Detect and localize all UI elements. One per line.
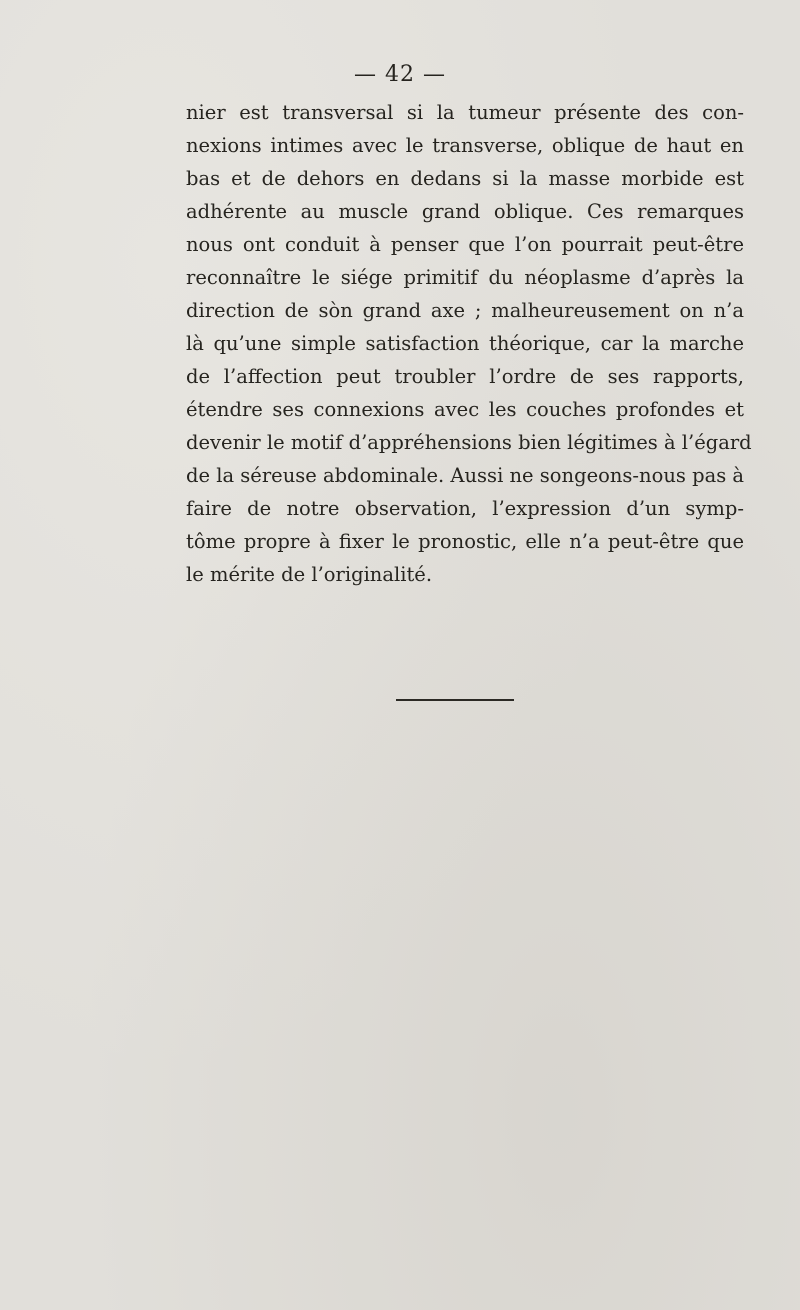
page-number: — 42 — [354,62,446,87]
text-line: étendre ses connexions avec les couches profondes et [186,398,744,421]
text-line: bas et de dehors en dedans si la masse morbide est [186,167,744,190]
text-line: adhérente au muscle grand oblique. Ces remarques [186,200,744,223]
text-line: de la séreuse abdominale. Aussi ne songeons-nous pas à [186,464,745,487]
text-line: de l’affection peut troubler l’ordre de ses rapports, [186,365,744,388]
text-line: devenir le motif d’appréhensions bien légitimes à l’égard [186,431,752,454]
text-line: nous ont conduit à penser que l’on pourrait peut-être [186,233,744,256]
text-line-final: le mérite de l’originalité. [186,563,433,586]
text-line: tôme propre à fixer le pronostic, elle n’a peut-être que [186,530,744,553]
text-line: nexions intimes avec le transverse, oblique de haut en [186,134,744,157]
text-line: nier est transversal si la tumeur présente des con- [186,101,744,124]
text-line: là qu’une simple satisfaction théorique, car la marche [186,332,744,355]
text-line: faire de notre observation, l’expression d’un symp- [186,497,744,520]
text-line: reconnaître le siége primitif du néoplasme d’après la [186,266,744,289]
show-through-texture [190,570,750,870]
section-divider [396,699,514,701]
text-line: direction de sòn grand axe ; malheureusement on n’a [186,299,744,322]
body-paragraph [186,96,752,591]
